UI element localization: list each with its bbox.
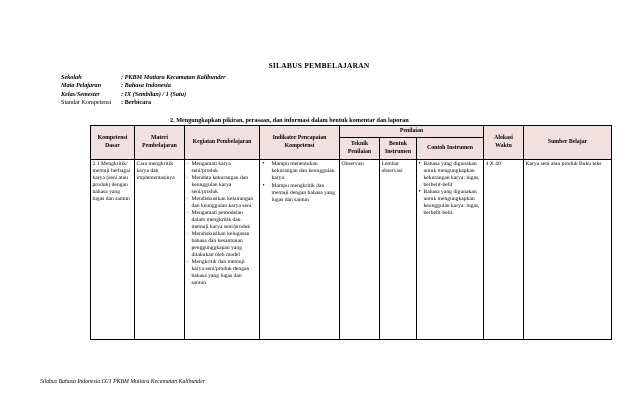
list-item: • Mampu mengkritik dan memuji dengan bahasa yang lugas dan santun [262,183,338,204]
header-indikator: Indikator Pencapaian Kompetensi [260,126,340,160]
cell-indikator [260,160,340,340]
cell-alokasi: 4 X 40' [484,160,524,340]
cell-kompetensi-dasar: 2.1 Mengkritik/ memuji berbagai karya (seni atau produk) dengan bahasa yang lugas dan santun [91,160,135,340]
header-penilaian: Penilaian [340,126,484,138]
list-item: • Mampu menentukan kekurangan dan keunggulan karya [262,161,338,182]
meta-label: Standar Kompetensi [61,98,112,106]
page-footer: Silabus Bahasa Indonesia IX/1 PKBM Mutiara Kecamatan Kalibunder [40,379,206,385]
meta-label: Mata Pelajaran [61,82,102,90]
cell-bentuk: Lembar observasi [380,160,417,340]
meta-label: Kelas/Semester [61,90,100,98]
list-item: ◦ Mengkritik dan memuji karya seni/produk dengan bahasa yang lugas dan santun [187,259,258,287]
header-teknik: Teknik Penilaian [340,138,380,160]
kegiatan-list [187,161,258,287]
list-item: ◦ Mendata kekurangan dan keunggulan karya seni/produk [187,175,258,196]
meta-class-semester [61,91,226,99]
document-meta [61,74,226,107]
list-item: ◦ Mendiskusikan kelugasan bahasa dan kesantunan penggunggkapan yang dilakukan oleh model [187,231,258,259]
meta-school [61,74,226,82]
list-item: • Bahasa yang digunakan untuk mengungkapkan keunggulan karya: lugas, berbelit-belit. [419,189,482,217]
header-alokasi: Alokasi Waktu [484,126,524,160]
table-row [91,160,612,340]
header-sumber: Sumber Belajar [524,126,612,160]
meta-subject [61,82,226,90]
contoh-list [419,161,482,217]
cell-teknik: Observasi [340,160,380,340]
meta-standard [61,99,226,107]
meta-label: Sekolah [61,74,82,81]
competency-subtitle: 2. Mengungkapkan pikiran, perasaan, dan informasi dalam bentuk komentar dan laporan [170,117,409,124]
header-kegiatan: Kegiatan Pembelajaran [185,126,260,160]
table-header-row [91,126,612,138]
cell-contoh [417,160,484,340]
cell-materi: Cara mengkritik karya dan implementasinya [135,160,185,340]
header-kompetensi-dasar: Kompetensi Dasar [91,126,135,160]
syllabus-table [90,125,612,340]
list-item: ◦ Mengamati pemodelan dalam mengkritik dan memuji karya seni/produk [187,210,258,231]
document-title: SILABUS PEMBELAJARAN [268,61,370,70]
list-item: ◦ Mendiskusikan kekurangan dan keunggulan karya seni [187,196,258,210]
cell-sumber: Karya seni atau produk Buku teks [524,160,612,340]
cell-kegiatan [185,160,260,340]
header-bentuk: Bentuk Instrumen [380,138,417,160]
header-materi: Materi Pembelajaran [135,126,185,160]
indikator-list [262,161,338,204]
list-item: ◦ Mengamati karya seni/produk [187,161,258,175]
header-contoh: Contoh Instrumen [417,138,484,160]
meta-value: : PKBM Mutiara Kecamatan Kalibunder [121,74,226,81]
meta-value: : Bahasa Indonesia [121,82,171,90]
list-item: • Bahasa yang digunakan untuk mengungkapkan kekurangan karya: lugas, berbelit-belit [419,161,482,189]
meta-value: : IX (Sembilan) / 1 (Satu) [121,90,187,98]
meta-value: : Berbicara [121,98,152,106]
